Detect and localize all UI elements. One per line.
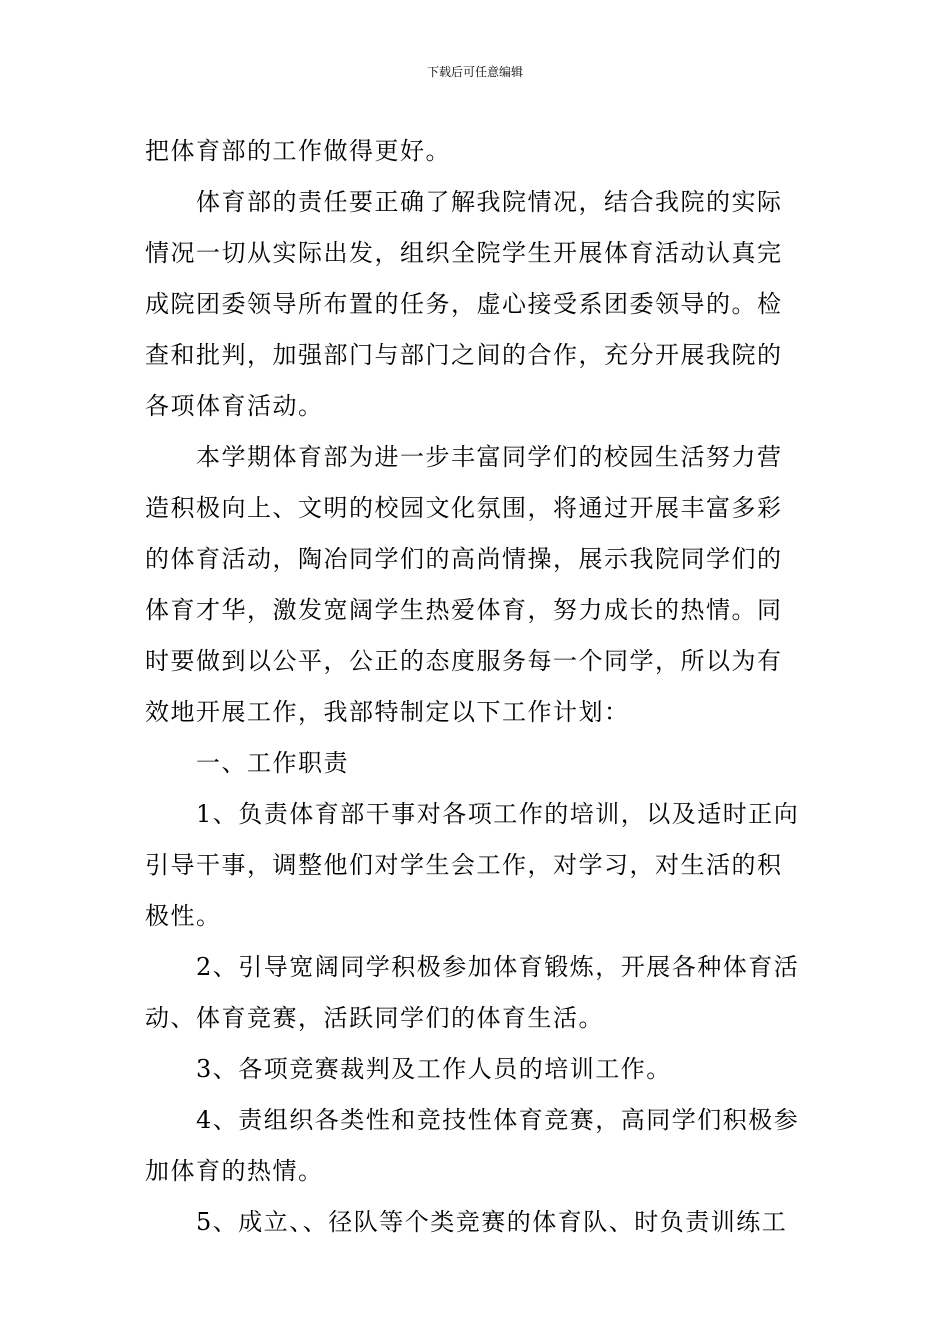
text-line: 5、成立、、径队等个类竞赛的体育队、时负责训练工 <box>196 1208 788 1236</box>
text-line: 2、引导宽阔同学积极参加体育锻炼，开展各种体育活 <box>196 953 800 981</box>
text-line: 4、责组织各类性和竞技性体育竞赛，高同学们积极参 <box>196 1106 800 1134</box>
text-line: 动、体育竞赛，活跃同学们的体育生活。 <box>145 1004 604 1032</box>
text-line: 把体育部的工作做得更好。 <box>145 137 451 165</box>
text-line: 加体育的热情。 <box>145 1157 324 1185</box>
text-line: 极性。 <box>145 902 222 930</box>
text-line: 查和批判，加强部门与部门之间的合作，充分开展我院的 <box>145 341 783 369</box>
text-line: 时要做到以公平，公正的态度服务每一个同学，所以为有 <box>145 647 783 675</box>
text-line: 体育才华，激发宽阔学生热爱体育，努力成长的热情。同 <box>145 596 783 624</box>
text-line: 引导干事，调整他们对学生会工作，对学习，对生活的积 <box>145 851 783 879</box>
text-line: 1、负责体育部干事对各项工作的培训，以及适时正向 <box>196 800 800 828</box>
page-header: 下载后可任意编辑 <box>426 65 523 79</box>
text-line: 的体育活动，陶冶同学们的高尚情操，展示我院同学们的 <box>145 545 783 573</box>
text-line: 体育部的责任要正确了解我院情况，结合我院的实际 <box>196 188 783 216</box>
text-line: 成院团委领导所布置的任务，虚心接受系团委领导的。检 <box>145 290 783 318</box>
text-line: 3、各项竞赛裁判及工作人员的培训工作。 <box>196 1055 672 1083</box>
text-line: 效地开展工作，我部特制定以下工作计划： <box>145 698 630 726</box>
text-line: 本学期体育部为进一步丰富同学们的校园生活努力营 <box>196 443 783 471</box>
document-body <box>145 126 810 1248</box>
text-line: 各项体育活动。 <box>145 392 324 420</box>
section-heading: 一、工作职责 <box>196 749 349 777</box>
text-line: 造积极向上、文明的校园文化氛围，将通过开展丰富多彩 <box>145 494 783 522</box>
text-line: 情况一切从实际出发，组织全院学生开展体育活动认真完 <box>145 239 783 267</box>
